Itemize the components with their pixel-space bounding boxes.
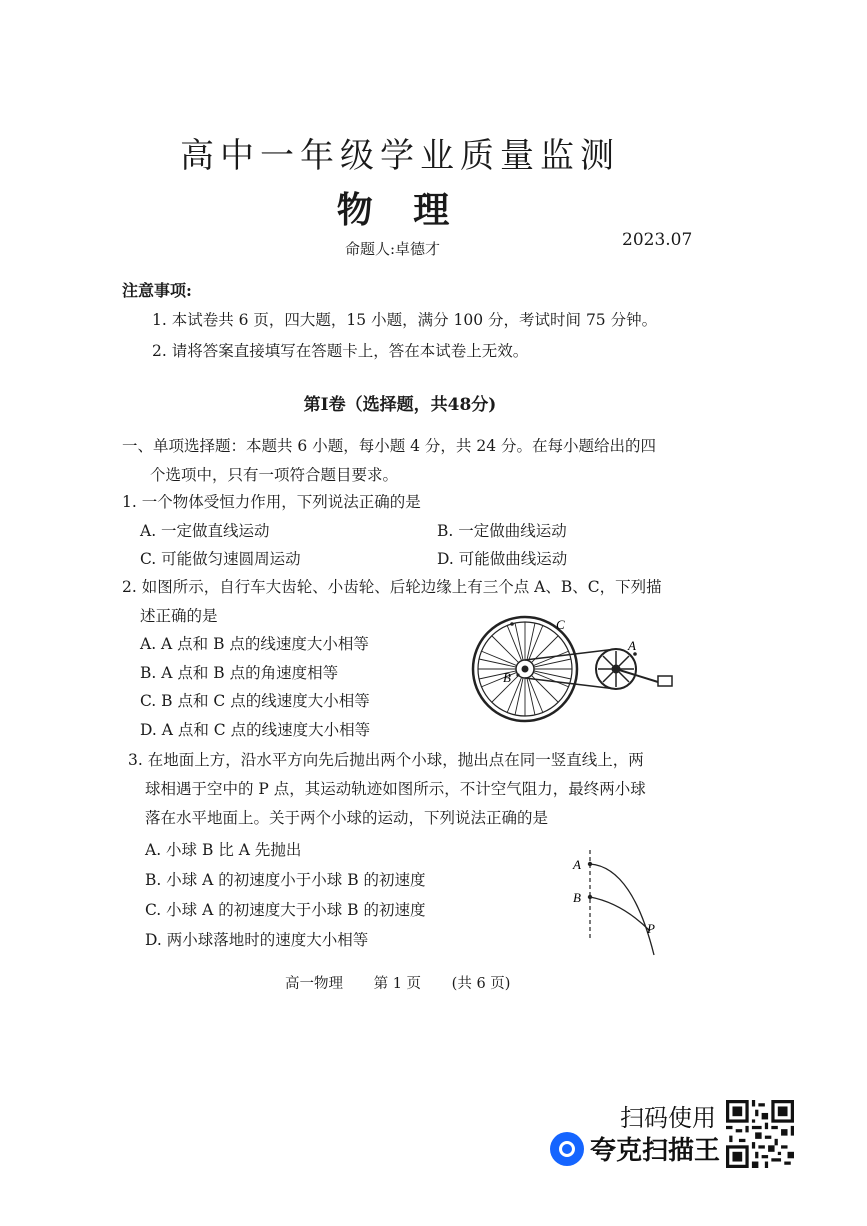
footer-total: (共 6 页)	[451, 976, 511, 992]
question-1-option-b: B. 一定做曲线运动	[437, 522, 567, 540]
scanner-brand	[550, 1130, 720, 1167]
question-1-option-c: C. 可能做匀速圆周运动	[140, 550, 301, 568]
exam-title: 高中一年级学业质量监测	[180, 136, 620, 176]
question-3-option-a: A. 小球 B 比 A 先抛出	[145, 841, 302, 859]
question-3-stem: 3. 在地面上方，沿水平方向先后抛出两个小球，抛出点在同一竖直线上，两	[128, 751, 644, 769]
point-b-label: B	[503, 670, 511, 685]
question-1-option-d: D. 可能做曲线运动	[437, 550, 568, 568]
question-3-option-c: C. 小球 A 的初速度大于小球 B 的初速度	[145, 901, 426, 919]
ball-a-label: A	[573, 857, 581, 872]
qr-code-icon[interactable]	[726, 1100, 794, 1168]
question-3-stem: 落在水平地面上。关于两个小球的运动，下列说法正确的是	[145, 809, 549, 827]
question-3-option-b: B. 小球 A 的初速度小于小球 B 的初速度	[145, 871, 426, 889]
page-footer	[285, 972, 536, 993]
brand-logo-icon	[550, 1132, 584, 1166]
point-c-label: C	[556, 617, 565, 632]
question-2-stem: 2. 如图所示，自行车大齿轮、小齿轮、后轮边缘上有三个点 A、B、C，下列描	[122, 578, 662, 596]
question-1-stem: 1. 一个物体受恒力作用，下列说法正确的是	[122, 493, 421, 511]
question-2-option-a: A. A 点和 B 点的线速度大小相等	[140, 635, 369, 653]
question-2-option-b: B. A 点和 B 点的角速度相等	[140, 664, 339, 682]
question-2-option-c: C. B 点和 C 点的线速度大小相等	[140, 692, 370, 710]
question-3-option-d: D. 两小球落地时的速度大小相等	[145, 931, 369, 949]
brand-name: 夸克扫描王	[590, 1136, 721, 1166]
question-2-option-d: D. A 点和 C 点的线速度大小相等	[140, 721, 371, 739]
footer-page: 第 1 页	[373, 976, 422, 992]
notice-heading: 注意事项:	[122, 281, 192, 300]
exam-date: 2023.07	[622, 230, 693, 250]
point-a-label: A	[628, 638, 636, 653]
subject-title: 物 理	[336, 189, 464, 231]
question-1-option-a: A. 一定做直线运动	[140, 522, 270, 540]
bicycle-gear-figure	[470, 612, 685, 737]
part-instruction: 个选项中，只有一项符合题目要求。	[150, 466, 399, 484]
question-3-stem: 球相遇于空中的 P 点，其运动轨迹如图所示，不计空气阻力，最终两小球	[145, 780, 646, 798]
point-p-label: P	[647, 921, 655, 936]
ball-b-label: B	[573, 890, 581, 905]
part-instruction: 一、单项选择题：本题共 6 小题，每小题 4 分，共 24 分。在每小题给出的四	[122, 437, 657, 455]
scan-label: 扫码使用	[620, 1104, 716, 1132]
notice-item: 1. 本试卷共 6 页，四大题，15 小题，满分 100 分，考试时间 75 分钟。	[152, 311, 658, 329]
author: 命题人:卓德才	[345, 240, 441, 258]
projectile-trajectory-figure	[562, 845, 672, 960]
section-title: 第I卷（选择题，共48分)	[303, 395, 497, 415]
notice-item: 2. 请将答案直接填写在答题卡上，答在本试卷上无效。	[152, 342, 529, 360]
footer-course: 高一物理	[285, 976, 343, 992]
question-2-stem: 述正确的是	[140, 607, 218, 625]
